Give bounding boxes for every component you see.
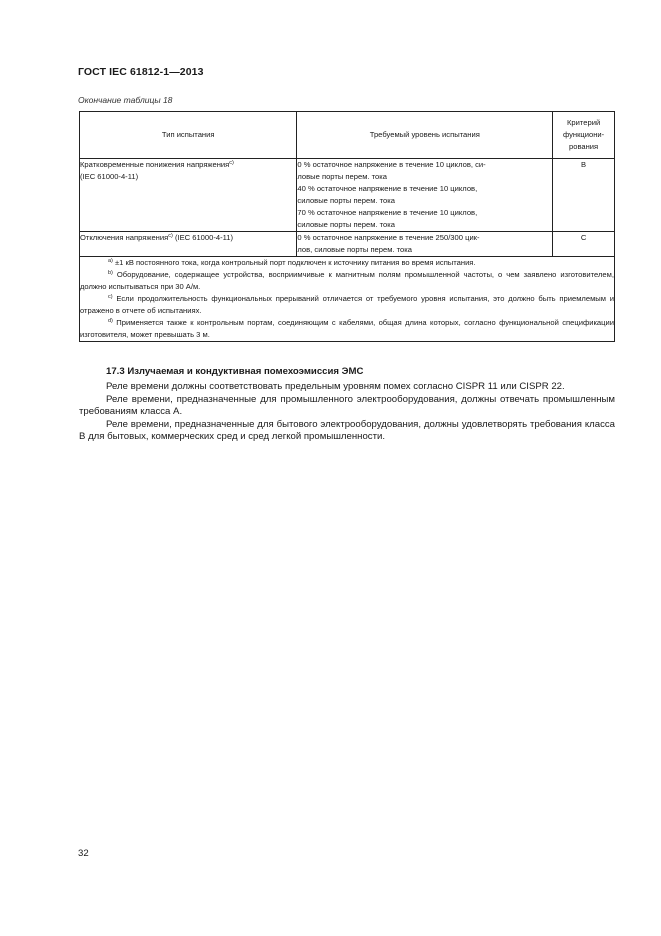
- body-paragraph: Реле времени, предназначенные для бытового электрооборудования, должны удовлетворять требования класса В для бытовых, коммерческих сред и сред легкой промышленности.: [79, 419, 615, 442]
- page-number: 32: [78, 848, 89, 859]
- table-notes-row: [80, 257, 615, 342]
- test-type-line: [80, 159, 296, 171]
- level-line: 70 % остаточное напряжение в течение 10 циклов,: [297, 208, 478, 217]
- note-mark: c): [108, 294, 113, 300]
- table-note: [80, 317, 614, 341]
- required-level-cell: [297, 232, 553, 257]
- section-body: [79, 381, 615, 444]
- table-caption: Окончание таблицы 18: [78, 95, 173, 105]
- note-mark: a): [108, 258, 113, 264]
- header-test-type: Тип испытания: [80, 112, 297, 159]
- criterion-cell: C: [553, 232, 615, 257]
- test-type-cell: [80, 232, 297, 257]
- level-line: 40 % остаточное напряжение в течение 10 циклов,: [297, 184, 478, 193]
- note-mark: d): [108, 318, 113, 324]
- test-table: [79, 111, 615, 342]
- note-text: ±1 кВ постоянного тока, когда контрольный порт подключен к источнику питания во время испытания.: [115, 258, 476, 267]
- footnote-mark: c): [229, 160, 234, 166]
- table-note: [80, 269, 614, 293]
- note-text: Применяется также к контрольным портам, соединяющим с кабелями, общая длина которых, согласно функциональной спецификации изготовителя, может превышать 3 м.: [80, 318, 614, 339]
- note-text: Если продолжительность функциональных прерываний отличается от требуемого уровня испытания, это должно быть приемлемым и отражено в отчете об испытаниях.: [80, 294, 614, 315]
- test-type-name: Кратковременные понижения напряжения: [80, 160, 230, 169]
- test-type-cell: [80, 159, 297, 232]
- level-line: ловые порты перем. тока: [297, 172, 387, 181]
- table-row: [80, 159, 615, 232]
- header-criterion-line-1: Критерий: [566, 118, 601, 127]
- body-paragraph: Реле времени должны соответствовать предельным уровням помех согласно CISPR 11 или CISPR 22.: [106, 381, 565, 392]
- criterion-cell: B: [553, 159, 615, 232]
- table-note: [80, 257, 614, 269]
- required-level-cell: [297, 159, 553, 232]
- level-line: лов, силовые порты перем. тока: [297, 245, 412, 254]
- document-header: ГОСТ IEC 61812-1—2013: [78, 66, 204, 78]
- table-row: [80, 232, 615, 257]
- table-notes-cell: [80, 257, 615, 342]
- body-paragraph: Реле времени, предназначенные для промышленного электрооборудования, должны отвечать промышленным требованиям класса А.: [79, 394, 615, 417]
- level-line: силовые порты перем. тока: [297, 220, 395, 229]
- header-criterion-line-2: функциони-: [562, 130, 605, 139]
- test-type-reference: (IEC 61000-4-11): [174, 233, 234, 242]
- test-type-line: [80, 232, 296, 244]
- level-line: силовые порты перем. тока: [297, 196, 395, 205]
- level-line: 0 % остаточное напряжение в течение 250/300 цик-: [297, 233, 480, 242]
- table-note: [80, 293, 614, 317]
- test-type-name: Отключения напряжения: [80, 233, 169, 242]
- header-criterion-line-3: рования: [569, 142, 599, 151]
- test-type-reference: (IEC 61000-4-11): [80, 172, 139, 181]
- footnote-mark: c): [168, 233, 173, 239]
- level-line: 0 % остаточное напряжение в течение 10 циклов, си-: [297, 160, 486, 169]
- note-mark: b): [108, 270, 113, 276]
- header-criterion: [553, 112, 615, 159]
- section-title: 17.3 Излучаемая и кондуктивная помехоэмиссия ЭМС: [106, 366, 364, 377]
- header-required-level: Требуемый уровень испытания: [297, 112, 553, 159]
- note-text: Оборудование, содержащее устройства, восприимчивые к магнитным полям промышленной частоты, о чем заявлено изготовителем, должно испытываться при 30 А/м.: [80, 270, 614, 291]
- table-header-row: [80, 112, 615, 159]
